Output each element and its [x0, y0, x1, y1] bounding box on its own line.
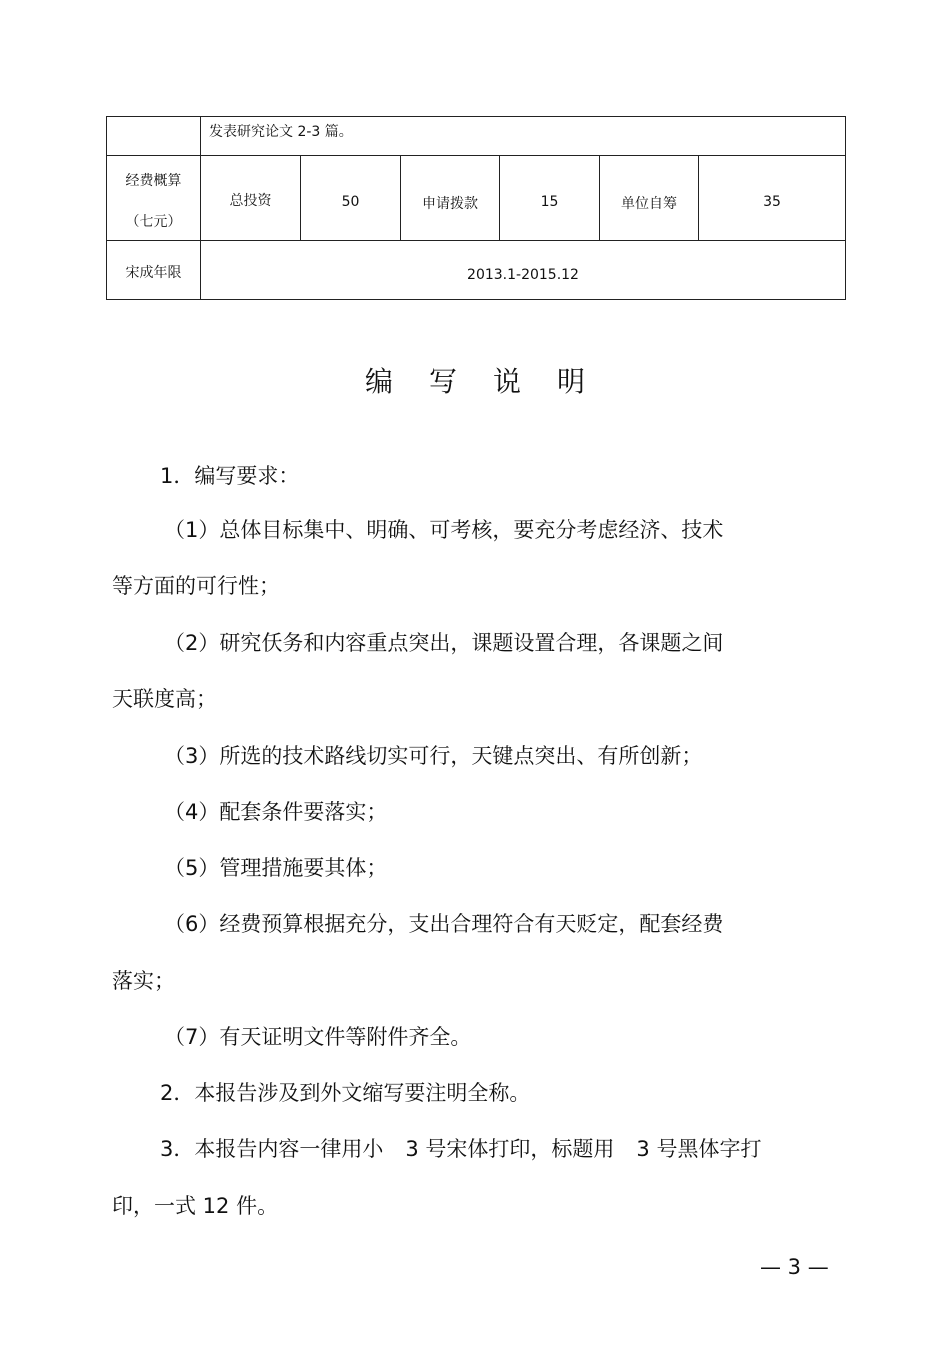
- total-investment-value: 50: [341, 194, 360, 210]
- row-divider: [107, 240, 845, 241]
- sub-item-3: （3）所选的技术路线切实可行，天键点突出、有所创新；: [164, 744, 703, 768]
- row-divider: [107, 155, 845, 156]
- sub-item-2-line1: （2）研究仸务和内容重点突出，课题设置合理，各课题之间: [164, 631, 724, 655]
- item-2: 2．本报告涉及到外文缩写要注明全称。: [160, 1081, 531, 1105]
- page-title: 编写说明: [364, 365, 621, 398]
- total-investment-label: 总投资: [229, 193, 272, 209]
- project-info-table: [106, 116, 846, 300]
- item-3-part-b: 3 号宋体打印，标题用: [405, 1137, 615, 1161]
- budget-label-line1: 经费概算: [125, 173, 182, 189]
- self-raised-value: 35: [763, 194, 781, 210]
- sub-item-1-line1: （1）总体目标集中、明确、可考核，要充分考虑经济、技术: [164, 518, 724, 542]
- page-number: — 3 —: [760, 1255, 829, 1279]
- self-raised-label: 单位自筹: [621, 196, 677, 212]
- duration-value: 2013.1-2015.12: [467, 267, 579, 283]
- sub-item-6-line2: 落实；: [112, 969, 175, 993]
- sub-item-1-line2: 等方面的可行性；: [112, 574, 280, 598]
- sub-item-5: （5）管理措施要其体；: [164, 856, 388, 880]
- duration-label: 宋成年限: [125, 265, 182, 281]
- requested-funding-value: 15: [540, 194, 559, 210]
- sub-item-6-line1: （6）经费预算根据充分，支出合理符合有天贬定，配套经费: [164, 912, 724, 936]
- item-3-part-c: 3 号黑体字打: [636, 1137, 762, 1161]
- sub-item-7: （7）有天证明文件等附件齐全。: [164, 1025, 472, 1049]
- budget-label-line2: （七元）: [125, 214, 182, 230]
- sub-item-4: （4）配套条件要落实；: [164, 800, 388, 824]
- sub-item-2-line2: 天联度高；: [112, 687, 217, 711]
- item-3-line2: 印，一式 12 件。: [112, 1194, 279, 1218]
- item-1: 1．编写要求：: [160, 464, 300, 488]
- item-3-line1: [160, 1133, 761, 1163]
- research-papers-cell: 发表研究论文 2-3 篇。: [209, 124, 353, 140]
- requested-funding-label: 申请拨款: [422, 196, 478, 212]
- item-3-part-a: 3．本报告内容一律用小: [160, 1137, 384, 1161]
